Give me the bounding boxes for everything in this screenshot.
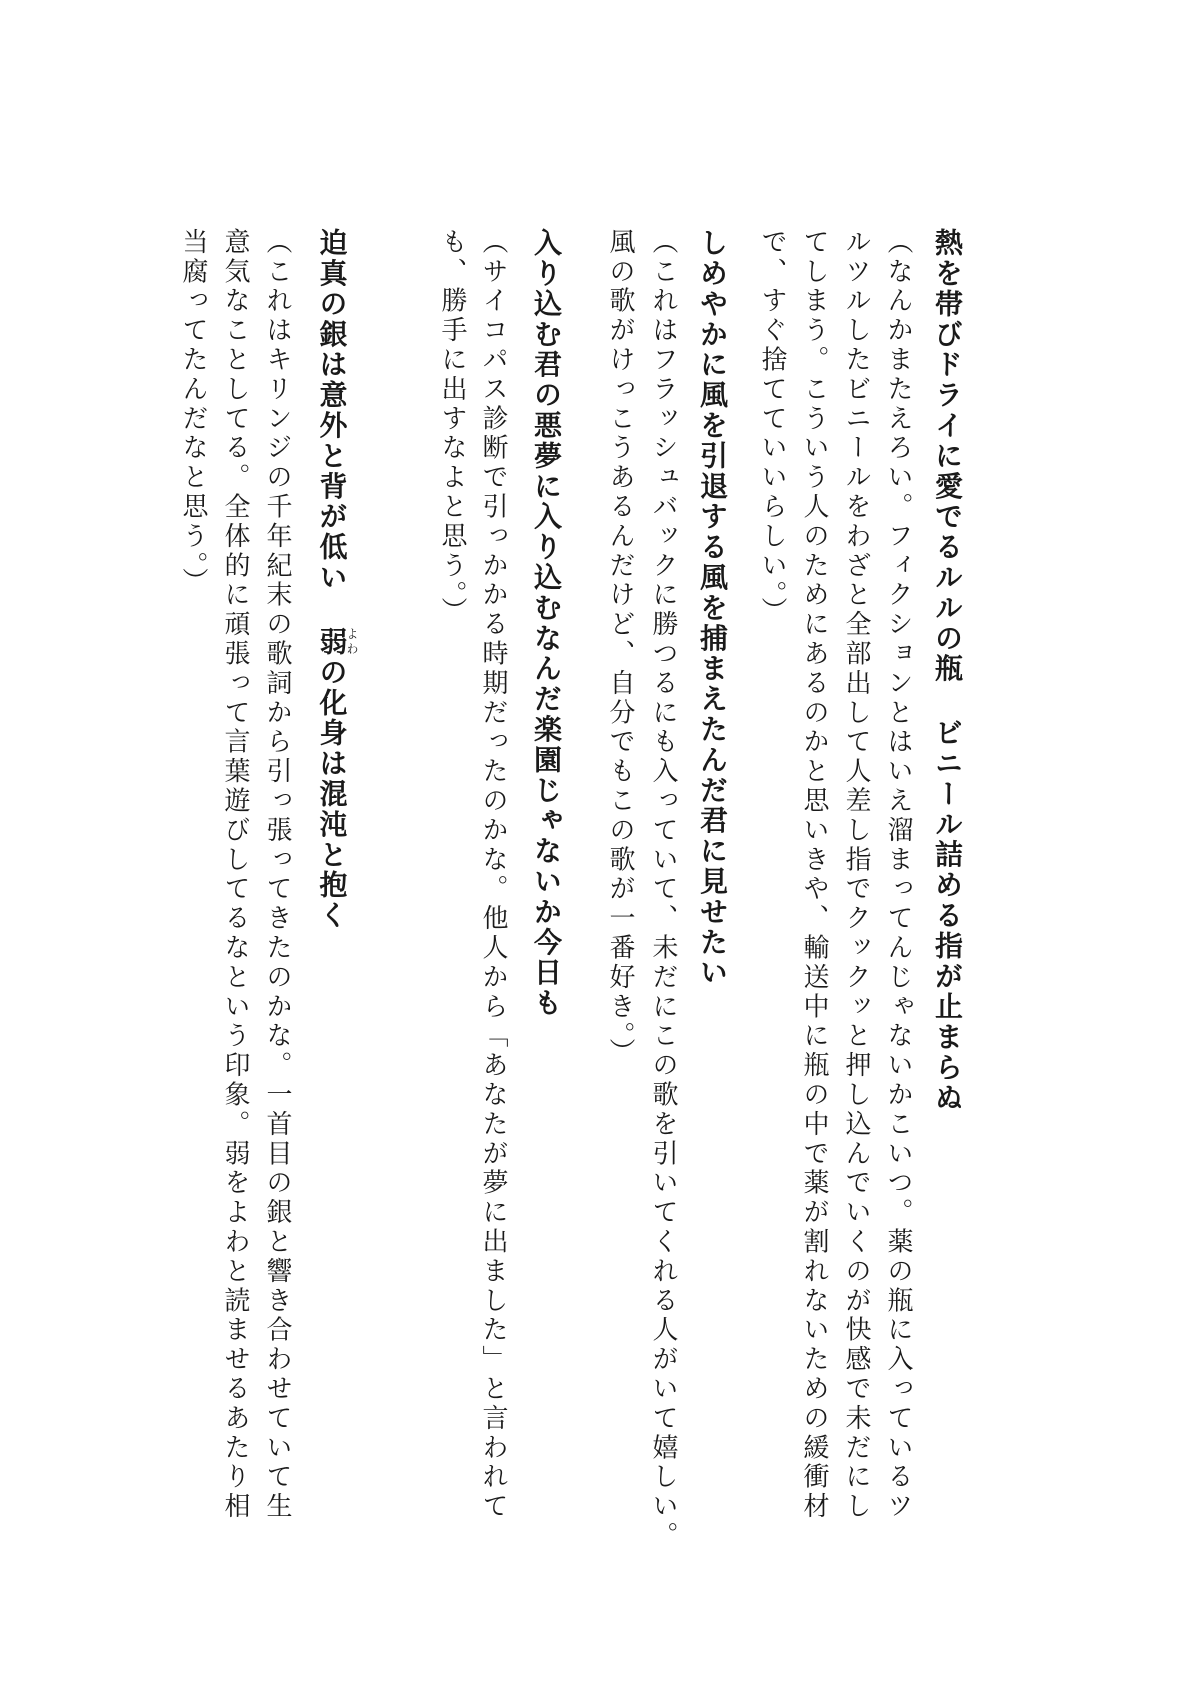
comment-4-line-2: 意気なことしてる。全体的に頑張って言葉遊びしてるなという印象。弱をよわと読ませるあたり相 bbox=[220, 228, 250, 1522]
tanka-4-first-half: 迫真の銀は意外と背が低い bbox=[315, 228, 349, 593]
tanka-4-ruby-word bbox=[315, 626, 359, 658]
comment-4-line-3: 当腐ってたんだなと思う。） bbox=[178, 228, 208, 598]
comment-4-line-1: （これはキリンジの千年紀末の歌詞から引っ張ってきたのかな。一首目の銀と響き合わせていて生 bbox=[262, 228, 292, 1522]
tanka-4 bbox=[315, 228, 359, 1528]
tanka-4-second-half-rest: の化身は混沌と抱く bbox=[315, 657, 349, 931]
comment-2-line-2: 風の歌がけっこうあるんだけど、自分でもこの歌が一番好き。） bbox=[605, 228, 635, 1068]
comment-1-line-1: （なんかまたえろい。フィクションとはいえ溜まってんじゃないかこいつ。薬の瓶に入っているツ bbox=[883, 228, 913, 1522]
comment-3-line-2: も、勝手に出すなよと思う。） bbox=[437, 228, 467, 627]
tanka-1-second-half: ビニール詰める指が止まらぬ bbox=[931, 718, 964, 1114]
tanka-3: 入り込む君の悪夢に入り込むなんだ楽園じゃないか今日も bbox=[530, 228, 563, 1019]
comment-1-line-4: で、すぐ捨てていいらしい。） bbox=[757, 228, 787, 627]
tanka-4-ruby-reading: よわ bbox=[345, 626, 359, 658]
tanka-4-ruby-base: 弱 bbox=[315, 626, 349, 658]
tanka-1-first-half: 熱を帯びドライに愛でるルルの瓶 bbox=[931, 228, 964, 684]
tanka-1 bbox=[927, 228, 967, 1528]
comment-1-line-3: てしまう。こういう人のためにあるのかと思いきや、輸送中に瓶の中で薬が割れないための緩衝材 bbox=[799, 228, 829, 1522]
comment-3-line-1: （サイコパス診断で引っかかる時期だったのかな。他人から「あなたが夢に出ました」と言われて bbox=[478, 228, 508, 1522]
tanka-2: しめやかに風を引退する風を捕まえたんだ君に見せたい bbox=[696, 228, 729, 988]
comment-2-line-1: （これはフラッシュバックに勝つるにも入っていて、未だにこの歌を引いてくれる人がいて嬉しい。 bbox=[648, 228, 678, 1551]
comment-1-line-2: ルツルしたビニールをわざと全部出して人差し指でクックッと押し込んでいくのが快感で未だにし bbox=[841, 228, 871, 1522]
